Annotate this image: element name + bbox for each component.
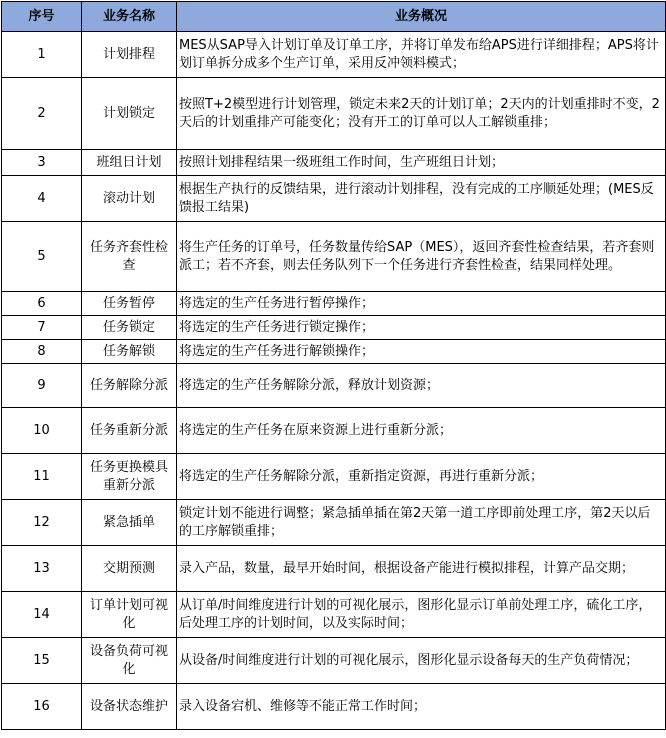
table-row: [2, 638, 666, 684]
row-desc: 录入设备宕机、维修等不能正常工作时间；: [177, 684, 666, 730]
row-name: 设备状态维护: [82, 684, 177, 730]
row-name: 设备负荷可视化: [82, 638, 177, 684]
table-row: [2, 408, 666, 454]
row-desc: 将选定的生产任务解除分派，释放计划资源；: [177, 364, 666, 408]
table-row: [2, 316, 666, 340]
row-name: 任务暂停: [82, 292, 177, 316]
table-row: [2, 364, 666, 408]
row-name: 任务重新分派: [82, 408, 177, 454]
row-name: 任务齐套性检查: [82, 222, 177, 292]
row-no: 1: [2, 32, 82, 78]
row-no: 15: [2, 638, 82, 684]
row-desc: 按照T+2模型进行计划管理，锁定未来2天的计划订单；2天内的计划重排时不变，2天后的计划重排产可能变化；没有开工的订单可以人工解锁重排；: [177, 78, 666, 150]
header-desc: 业务概况: [177, 2, 666, 32]
row-no: 9: [2, 364, 82, 408]
row-name: 任务解除分派: [82, 364, 177, 408]
row-desc: MES从SAP导入计划订单及订单工序，并将订单发布给APS进行详细排程；APS将计划订单拆分成多个生产订单，采用反冲领料模式；: [177, 32, 666, 78]
row-name: 交期预测: [82, 546, 177, 592]
table-row: [2, 684, 666, 730]
row-desc: 从设备/时间维度进行计划的可视化展示，图形化显示设备每天的生产负荷情况；: [177, 638, 666, 684]
table-row: [2, 592, 666, 638]
row-desc: 将生产任务的订单号，任务数量传给SAP（MES），返回齐套性检查结果，若齐套则派工；若不齐套，则去任务队列下一个任务进行齐套性检查，结果同样处理。: [177, 222, 666, 292]
row-desc: 按照计划排程结果一级班组工作时间，生产班组日计划；: [177, 150, 666, 176]
table-row: [2, 500, 666, 546]
table-row: [2, 150, 666, 176]
row-name: 计划锁定: [82, 78, 177, 150]
header-no: 序号: [2, 2, 82, 32]
business-table: [1, 1, 666, 730]
row-name: 滚动计划: [82, 176, 177, 222]
header-name: 业务名称: [82, 2, 177, 32]
row-no: 5: [2, 222, 82, 292]
table-row: [2, 292, 666, 316]
row-desc: 从订单/时间维度进行计划的可视化展示，图形化显示订单前处理工序，硫化工序，后处理工序的计划时间，以及实际时间；: [177, 592, 666, 638]
table-row: [2, 546, 666, 592]
row-name: 任务更换模具重新分派: [82, 454, 177, 500]
row-no: 3: [2, 150, 82, 176]
row-desc: 将选定的生产任务进行解锁操作；: [177, 340, 666, 364]
row-no: 2: [2, 78, 82, 150]
row-no: 12: [2, 500, 82, 546]
row-name: 任务锁定: [82, 316, 177, 340]
table-row: [2, 454, 666, 500]
row-name: 计划排程: [82, 32, 177, 78]
row-no: 10: [2, 408, 82, 454]
table-row: [2, 78, 666, 150]
row-no: 8: [2, 340, 82, 364]
row-name: 订单计划可视化: [82, 592, 177, 638]
row-name: 班组日计划: [82, 150, 177, 176]
row-no: 16: [2, 684, 82, 730]
row-no: 11: [2, 454, 82, 500]
row-desc: 将选定的生产任务在原来资源上进行重新分派；: [177, 408, 666, 454]
row-no: 13: [2, 546, 82, 592]
row-no: 6: [2, 292, 82, 316]
row-desc: 将选定的生产任务进行锁定操作；: [177, 316, 666, 340]
row-name: 紧急插单: [82, 500, 177, 546]
row-desc: 将选定的生产任务进行暂停操作；: [177, 292, 666, 316]
row-no: 7: [2, 316, 82, 340]
row-no: 4: [2, 176, 82, 222]
row-name: 任务解锁: [82, 340, 177, 364]
table-row: [2, 340, 666, 364]
table-row: [2, 176, 666, 222]
row-desc: 锁定计划不能进行调整；紧急插单插在第2天第一道工序即前处理工序，第2天以后的工序解锁重排；: [177, 500, 666, 546]
header-row: [2, 2, 666, 32]
row-no: 14: [2, 592, 82, 638]
table-row: [2, 32, 666, 78]
row-desc: 根据生产执行的反馈结果，进行滚动计划排程，没有完成的工序顺延处理；(MES反馈报工结果): [177, 176, 666, 222]
table-row: [2, 222, 666, 292]
row-desc: 将选定的生产任务解除分派，重新指定资源，再进行重新分派；: [177, 454, 666, 500]
row-desc: 录入产品，数量，最早开始时间，根据设备产能进行模拟排程，计算产品交期；: [177, 546, 666, 592]
